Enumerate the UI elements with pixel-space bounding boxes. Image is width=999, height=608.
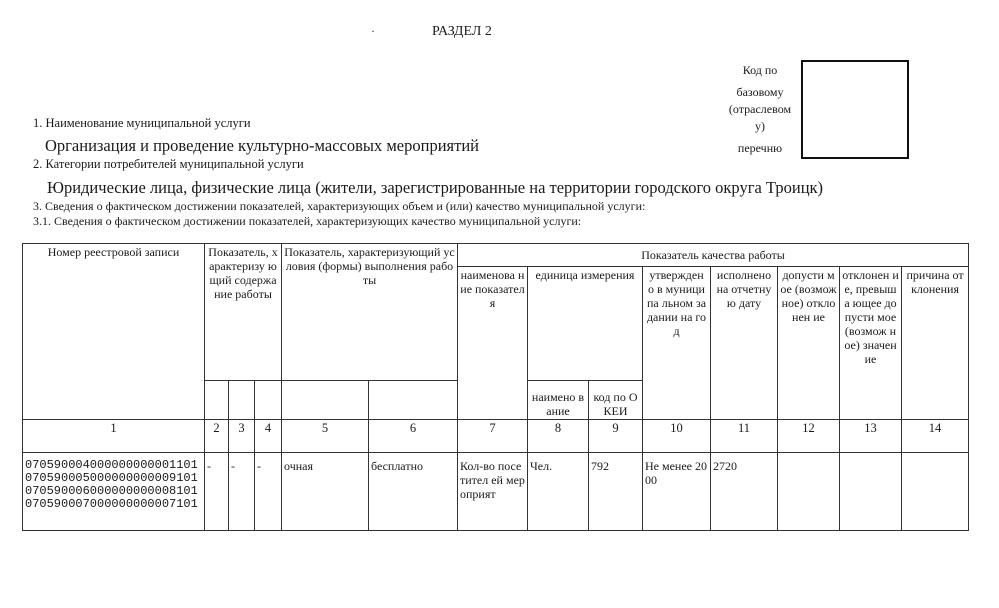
column-number: 6 [369, 420, 458, 453]
registry-id: 070590004000000000001101 [25, 458, 198, 472]
section-title: РАЗДЕЛ 2 [432, 24, 492, 39]
cell-deviation-reason [902, 453, 969, 531]
column-number: 7 [458, 420, 528, 453]
header-unit-name: наимено вание [528, 381, 589, 420]
header-registry-number: Номер реестровой записи [23, 244, 205, 420]
code-box [801, 60, 909, 159]
registry-id: 070590007000000000007101 [25, 497, 198, 511]
column-number: 13 [840, 420, 902, 453]
column-number: 12 [778, 420, 840, 453]
header-content-indicator: Показатель, характеризу ющий содержание работы [205, 244, 282, 381]
column-number: 9 [589, 420, 643, 453]
registry-id: 070590006000000000008101 [25, 484, 198, 498]
column-number: 3 [229, 420, 255, 453]
cell-content-3: - [255, 453, 282, 531]
header-exceeding-deviation: отклонен ие, превыша ющее допусти мое (возмож ное) значение [840, 267, 902, 420]
column-number: 2 [205, 420, 229, 453]
cell-content-2: - [229, 453, 255, 531]
cell-form: очная [282, 453, 369, 531]
registry-ids [23, 453, 205, 531]
cell-approved: Не менее 2000 [643, 453, 711, 531]
cell-payment: бесплатно [369, 453, 458, 531]
consumer-category-value: Юридические лица, физические лица (жители, зарегистрированные на территории городского округа Троицк) [47, 178, 824, 197]
header-approved: утвержден о в муниципа льном задании на год [643, 267, 711, 420]
header-sub-empty [282, 381, 369, 420]
header-sub-empty [229, 381, 255, 420]
code-label-line: перечню [737, 141, 783, 155]
code-label-line: Код по [742, 63, 778, 77]
header-sub-empty [369, 381, 458, 420]
header-quality-indicator: Показатель качества работы [458, 244, 969, 267]
cell-unit-code: 792 [589, 453, 643, 531]
table-row [23, 453, 969, 531]
code-label-line: у) [755, 119, 765, 133]
header-conditions-indicator: Показатель, характеризующий условия (формы) выполнения работы [282, 244, 458, 381]
column-number: 10 [643, 420, 711, 453]
section-3-1-heading: 3.1. Сведения о фактическом достижении показателей, характеризующих качество муниципальной услуги: [33, 214, 582, 228]
header-unit: единица измерения [528, 267, 643, 381]
column-number: 4 [255, 420, 282, 453]
service-name-value: Организация и проведение культурно-массовых мероприятий [45, 136, 479, 155]
column-number: 5 [282, 420, 369, 453]
header-indicator-name: наименова ние показател я [458, 267, 528, 420]
header-allowed-deviation: допусти мое (возмож ное) отклонен ие [778, 267, 840, 420]
service-name-label: 1. Наименование муниципальной услуги [33, 116, 251, 130]
quality-indicators-table [22, 243, 969, 531]
cell-executed: 2720 [711, 453, 778, 531]
cell-unit-name: Чел. [528, 453, 589, 531]
cell-indicator-name: Кол-во посетител ей мероприят [458, 453, 528, 531]
column-number: 8 [528, 420, 589, 453]
cell-exceeding-deviation [840, 453, 902, 531]
scan-speck: · [371, 24, 375, 38]
column-number: 14 [902, 420, 969, 453]
cell-content-1: - [205, 453, 229, 531]
code-label-line: (отраслевом [728, 102, 792, 116]
header-sub-empty [255, 381, 282, 420]
code-label-line: базовому [736, 85, 784, 99]
header-sub-empty [205, 381, 229, 420]
header-executed: исполнено на отчетную дату [711, 267, 778, 420]
cell-allowed-deviation [778, 453, 840, 531]
header-deviation-reason: причина отклонения [902, 267, 969, 420]
header-unit-code: код по ОКЕИ [589, 381, 643, 420]
section-3-heading: 3. Сведения о фактическом достижении показателей, характеризующих объем и (или) качество муниципальной услуги: [33, 199, 646, 213]
column-number: 11 [711, 420, 778, 453]
consumer-category-label: 2. Категории потребителей муниципальной услуги [33, 157, 304, 171]
column-number: 1 [23, 420, 205, 453]
registry-id: 070590005000000000009101 [25, 471, 198, 485]
